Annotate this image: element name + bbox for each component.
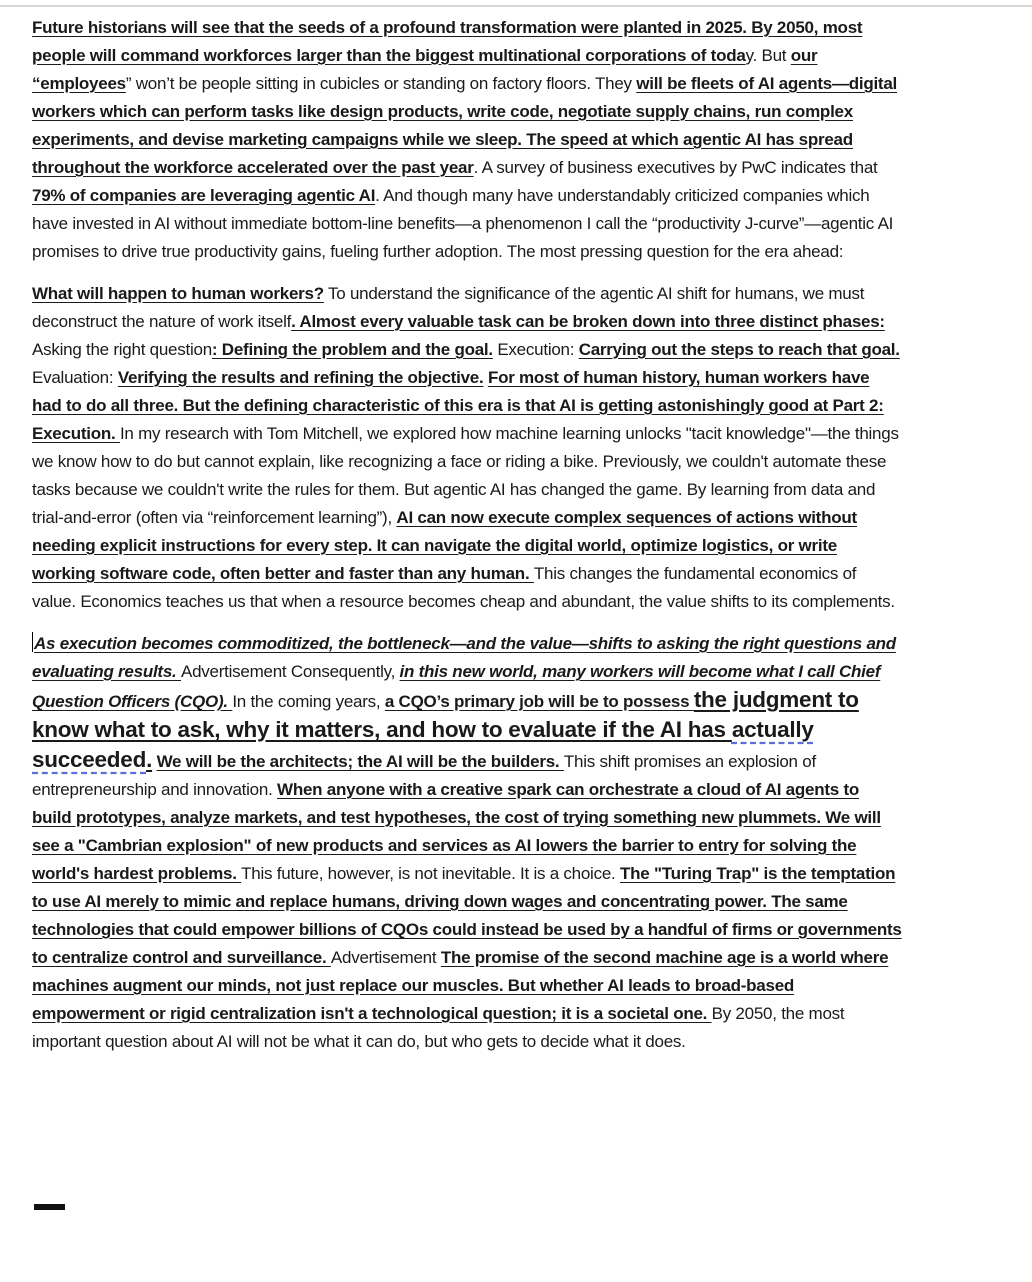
text-run: . And though many have understandably criticized companies which have invested in AI without immediate bottom-line benefits—a phenomenon I call the “productivity J-curve”—agentic AI promises to drive true productivity gains, fueling further adoption. The most pressing question for the era ahead:	[32, 186, 894, 261]
text-run: ” won’t be people sitting in cubicles or standing on factory floors. They	[125, 74, 637, 93]
text-run: This changes the fundamental economics of value. Economics teaches us that when a resource becomes cheap and abundant, the value shifts to its complements.	[32, 564, 895, 611]
text-run: AI can now execute complex sequences of actions without needing explicit instructions for every step. It can navigate the digital world, optimize logistics, or write working software code, often better and faster than any human.	[32, 508, 857, 583]
text-cursor	[32, 632, 33, 652]
text-run: The promise of the second machine age is a world where machines augment our minds, not just replace our muscles. But whether AI leads to broad-based empowerment or rigid centralization isn't a technological question; it is a societal one.	[32, 948, 889, 1023]
text-run: Carrying out the steps to reach that goal.	[578, 340, 900, 359]
text-run: By 2050, the most important question about AI will not be what it can do, but who gets to decide what it does.	[32, 1004, 845, 1051]
text-run: . Almost every valuable task can be broken down into three distinct phases:	[291, 312, 885, 331]
text-run: actually succeeded	[32, 717, 814, 772]
text-run: 79% of companies are leveraging agentic AI	[32, 186, 376, 205]
text-run: : Defining the problem and the goal.	[211, 340, 493, 359]
text-run: .	[146, 747, 153, 772]
text-run: Advertisement Consequently,	[181, 662, 400, 681]
text-run: Asking the right question	[32, 340, 212, 359]
text-run: In the coming years,	[232, 692, 385, 711]
text-run: To understand the significance of the agentic AI shift for humans, we must deconstruct the nature of work itself	[32, 284, 865, 331]
text-run: In my research with Tom Mitchell, we explored how machine learning unlocks "tacit knowledge"—the things we know how to do but cannot explain, like recognizing a face or riding a bike. Previously, we couldn't automate these tasks because we couldn't write the rules for them. But agentic AI has changed the game. By learning from data and trial-and-error (often via “reinforcement learning”),	[32, 424, 899, 527]
text-run: a CQO’s primary job will be to possess	[384, 692, 694, 711]
paragraph-3[interactable]	[32, 630, 902, 1056]
text-run: Execution:	[492, 340, 579, 359]
document-body[interactable]	[32, 14, 902, 1070]
text-run: in this new world, many workers will become what I call Chief Question Officers (CQO).	[32, 662, 881, 711]
text-run: The "Turing Trap" is the temptation to use AI merely to mimic and replace humans, driving down wages and concentrating power. The same technologies that could empower billions of CQOs could instead be used by a handful of firms or governments to centralize control and surveillance.	[32, 864, 902, 967]
text-run: What will happen to human workers?	[32, 284, 324, 303]
paragraph-1[interactable]	[32, 14, 902, 266]
text-run: . A survey of business executives by PwC indicates that	[473, 158, 878, 177]
text-run: the judgment to know what to ask, why it matters, and how to evaluate if the AI has	[32, 687, 859, 742]
text-run: This shift promises an explosion of entrepreneurship and innovation.	[32, 752, 816, 799]
text-run: y. But	[745, 46, 791, 65]
page-end-marker	[34, 1204, 65, 1210]
text-run: will be fleets of AI agents—digital workers which can perform tasks like design products, write code, negotiate supply chains, run complex experiments, and devise marketing campaigns while we sleep. The speed at which agentic AI has spread throughout the workforce accelerated over the past year	[32, 74, 898, 177]
text-run: We will be the architects; the AI will be the builders.	[156, 752, 564, 771]
text-run: Advertisement	[330, 948, 441, 967]
text-run: As execution becomes commoditized, the bottleneck—and the value—shifts to asking the right questions and evaluating results.	[32, 634, 896, 681]
text-run: For most of human history, human workers have had to do all three. But the defining characteristic of this era is that AI is getting astonishingly good at Part 2: Execution.	[32, 368, 884, 443]
paragraph-2[interactable]	[32, 280, 902, 616]
text-run: This future, however, is not inevitable. It is a choice.	[241, 864, 620, 883]
text-run: Evaluation:	[32, 368, 118, 387]
page-top-border	[0, 5, 1032, 7]
text-run: Future historians will see that the seeds of a profound transformation were planted in 2025. By 2050, most people will command workforces larger than the biggest multinational corporations of toda	[32, 18, 863, 65]
text-run: Verifying the results and refining the objective.	[117, 368, 484, 387]
text-run: our “employees	[32, 46, 818, 93]
text-run: When anyone with a creative spark can orchestrate a cloud of AI agents to build prototypes, analyze markets, and test hypotheses, the cost of trying something new plummets. We will see a "Cambrian explosion" of new products and services as AI lowers the barrier to entry for solving the world's hardest problems.	[32, 780, 881, 883]
